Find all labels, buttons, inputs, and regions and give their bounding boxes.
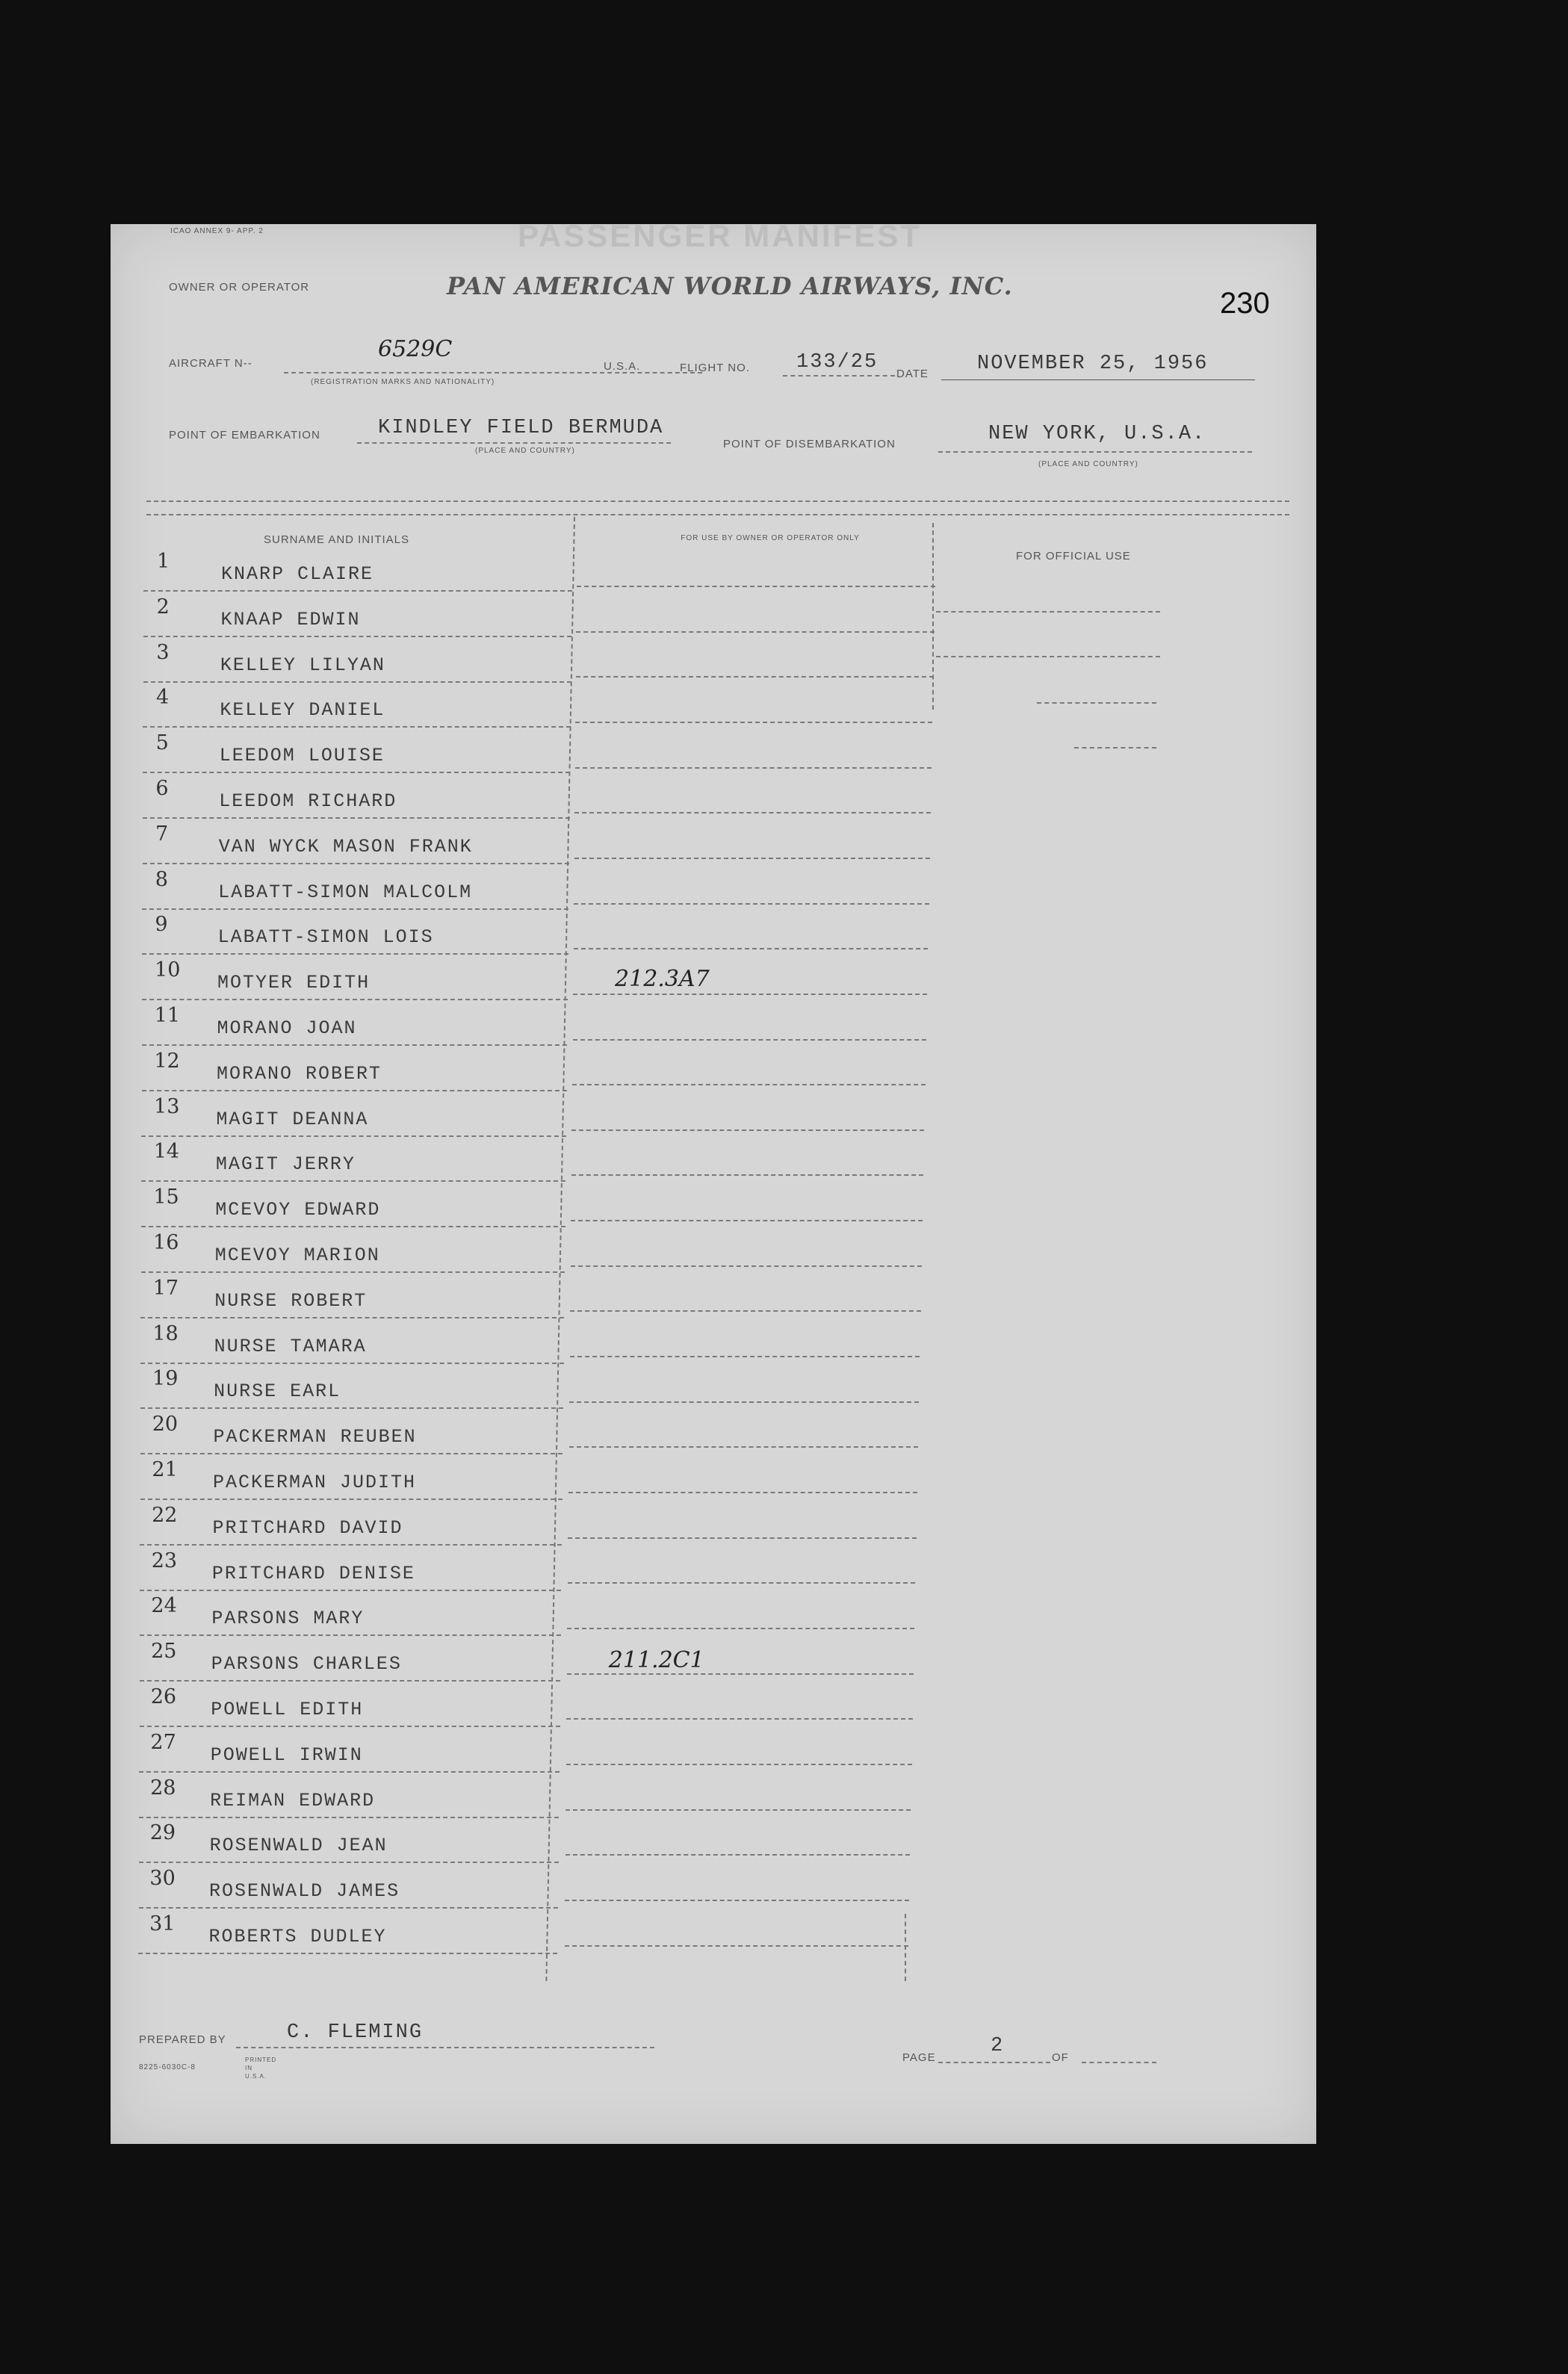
passenger-name: PRITCHARD DAVID <box>212 1516 403 1539</box>
of-label: OF <box>1052 2051 1069 2064</box>
col-surname: SURNAME AND INITIALS <box>264 533 410 546</box>
passenger-name: KNAAP EDWIN <box>220 608 361 630</box>
passenger-name: LABATT-SIMON MALCOLM <box>218 881 473 903</box>
row-number: 23 <box>151 1549 178 1572</box>
row-number: 7 <box>155 822 169 846</box>
row-number: 12 <box>154 1049 180 1073</box>
row-number: 11 <box>154 1004 181 1027</box>
passenger-name: PACKERMAN JUDITH <box>213 1472 417 1493</box>
registration-caption: (REGISTRATION MARKS AND NATIONALITY) <box>311 378 495 386</box>
col-official-use: FOR OFFICIAL USE <box>1016 550 1131 562</box>
manifest-sheet <box>111 224 1316 2144</box>
row-number: 14 <box>153 1140 180 1164</box>
row-number: 24 <box>151 1594 177 1618</box>
passenger-name: PRITCHARD DENISE <box>211 1562 415 1584</box>
row-number: 3 <box>156 640 170 664</box>
row-number: 1 <box>157 550 170 573</box>
row-number: 21 <box>152 1458 178 1481</box>
passenger-name: PACKERMAN REUBEN <box>213 1426 417 1448</box>
row-number: 4 <box>156 686 170 710</box>
passenger-name: MAGIT DEANNA <box>216 1108 369 1130</box>
row-number: 2 <box>156 595 170 619</box>
row-number: 5 <box>155 731 169 755</box>
passenger-name: MCEVOY MARION <box>214 1245 380 1266</box>
date-value: NOVEMBER 25, 1956 <box>977 353 1209 375</box>
row-number: 28 <box>150 1776 176 1800</box>
printed-note: PRINTED IN U.S.A. <box>245 2057 277 2080</box>
date-label: DATE <box>896 368 929 380</box>
row-number: 6 <box>155 777 169 800</box>
row-number: 8 <box>155 867 168 891</box>
row-number: 22 <box>152 1503 178 1527</box>
prepared-label: PREPARED BY <box>139 2033 226 2046</box>
disembark-value: NEW YORK, U.S.A. <box>988 423 1206 445</box>
passenger-name: REIMAN EDWARD <box>210 1789 376 1812</box>
owner-value: PAN AMERICAN WORLD AIRWAYS, INC. <box>447 272 1013 300</box>
country-label: U.S.A. <box>604 360 641 373</box>
owner-use-note: 211.2C1 <box>608 1647 704 1674</box>
embark-label: POINT OF EMBARKATION <box>169 429 320 441</box>
passenger-name: KNARP CLAIRE <box>221 563 374 585</box>
owner-label: OWNER OR OPERATOR <box>169 281 310 294</box>
passenger-name: KELLEY LILYAN <box>220 654 385 676</box>
row-number: 26 <box>150 1685 177 1708</box>
form-title: PASSENGER MANIFEST <box>518 224 922 253</box>
row-number: 16 <box>153 1231 179 1254</box>
row-number: 25 <box>151 1640 177 1664</box>
form-number: 8225-6030C-8 <box>139 2063 196 2071</box>
passenger-name: MOTYER EDITH <box>217 972 371 994</box>
passenger-name: MORANO ROBERT <box>216 1062 382 1085</box>
row-number: 13 <box>154 1094 180 1118</box>
page-value: 2 <box>991 2035 1005 2057</box>
passenger-name: LABATT-SIMON LOIS <box>217 926 434 949</box>
row-number: 20 <box>152 1413 179 1437</box>
embark-value: KINDLEY FIELD BERMUDA <box>378 417 664 439</box>
passenger-name: ROSENWALD JAMES <box>209 1880 400 1903</box>
row-number: 19 <box>152 1367 179 1391</box>
passenger-name: LEEDOM RICHARD <box>219 790 397 812</box>
prepared-value: C. FLEMING <box>287 2021 424 2044</box>
passenger-name: VAN WYCK MASON FRANK <box>218 835 473 858</box>
row-number: 18 <box>152 1321 179 1345</box>
passenger-name: PARSONS CHARLES <box>211 1653 402 1676</box>
passenger-name: POWELL EDITH <box>211 1699 364 1720</box>
passenger-name: PARSONS MARY <box>211 1608 365 1630</box>
passenger-name: POWELL IRWIN <box>210 1744 363 1766</box>
row-number: 30 <box>149 1867 176 1891</box>
passenger-name: KELLEY DANIEL <box>220 699 385 722</box>
passenger-name: MAGIT JERRY <box>215 1153 356 1176</box>
disembark-label: POINT OF DISEMBARKATION <box>723 438 896 450</box>
passenger-name: ROBERTS DUDLEY <box>208 1926 387 1947</box>
col-owner-use: FOR USE BY OWNER OR OPERATOR ONLY <box>681 534 860 542</box>
aircraft-label: AIRCRAFT N-- <box>169 357 252 370</box>
disembark-caption: (PLACE AND COUNTRY) <box>1038 460 1138 468</box>
row-number: 10 <box>155 958 181 982</box>
form-code: ICAO ANNEX 9- APP. 2 <box>170 227 264 235</box>
page-number-stamp: 230 <box>1220 287 1270 320</box>
row-number: 31 <box>149 1912 176 1936</box>
row-number: 27 <box>150 1730 176 1754</box>
row-number: 9 <box>155 913 168 937</box>
passenger-name: MORANO JOAN <box>217 1017 357 1039</box>
passenger-name: ROSENWALD JEAN <box>209 1835 388 1857</box>
passenger-name: MCEVOY EDWARD <box>215 1199 381 1221</box>
aircraft-value: 6529C <box>378 336 453 362</box>
row-number: 15 <box>153 1186 179 1209</box>
flight-value: 133/25 <box>796 351 878 374</box>
owner-use-note: 212.3A7 <box>615 966 710 993</box>
passenger-name: LEEDOM LOUISE <box>219 745 385 767</box>
row-number: 17 <box>152 1276 179 1300</box>
passenger-name: NURSE TAMARA <box>214 1335 367 1357</box>
page-label: PAGE <box>902 2051 936 2064</box>
flight-label: FLIGHT NO. <box>680 362 750 374</box>
row-number: 29 <box>149 1821 176 1845</box>
passenger-name: NURSE ROBERT <box>214 1289 368 1312</box>
passenger-name: NURSE EARL <box>214 1380 341 1403</box>
embark-caption: (PLACE AND COUNTRY) <box>475 447 575 455</box>
